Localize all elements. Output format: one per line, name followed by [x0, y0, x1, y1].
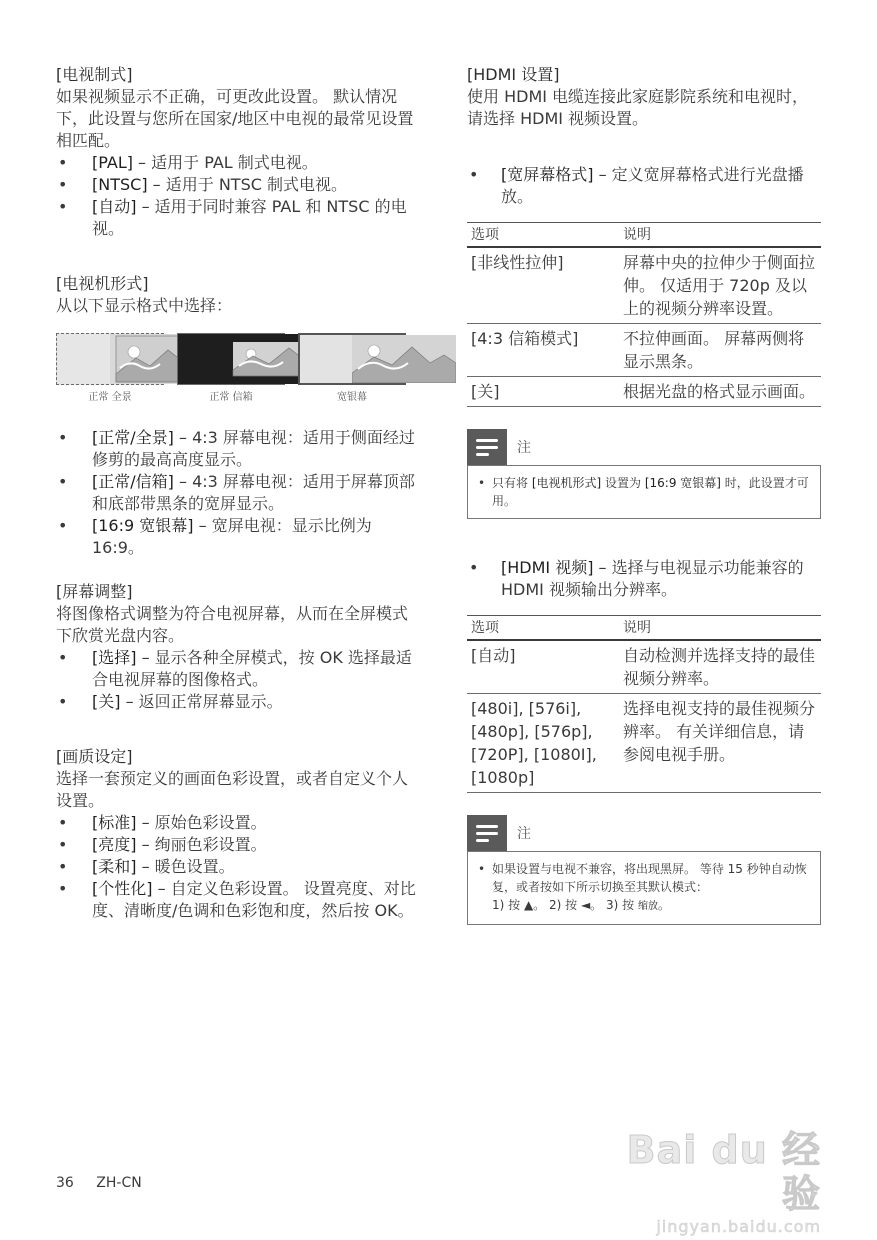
list-item: • [正常/全景] – 4:3 屏幕电视：适用于侧面经过修剪的最高高度显示。: [56, 427, 416, 471]
tv-shape-desc: 从以下显示格式中选择：: [56, 296, 233, 315]
table-row: [480i], [576i], [480p], [576p], [720P], [1080I], [1080p] 选择电视支持的最佳视频分辨率。 有关详细信息，请参阅电视手册。: [467, 694, 821, 793]
note-box: [467, 815, 821, 925]
tv-shape-heading: [电视机形式]: [56, 274, 149, 293]
hdmi-heading: [HDMI 设置]: [467, 65, 560, 84]
table-header-desc: 说明: [619, 223, 821, 248]
page-footer: [56, 1175, 142, 1191]
table-row: [自动] 自动检测并选择支持的最佳视频分辨率。: [467, 640, 821, 694]
hdmi-desc: 使用 HDMI 电缆连接此家庭影院系统和电视时，请选择 HDMI 视频设置。: [467, 87, 809, 128]
table-header-desc: 说明: [619, 616, 821, 641]
list-item: • [自动] – 适用于同时兼容 PAL 和 NTSC 的电视。: [56, 196, 416, 240]
landscape-image-icon: [352, 335, 456, 383]
note-icon: [467, 429, 507, 465]
note-text: • 只有将 [电视机形式] 设置为 [16:9 宽银幕] 时，此设置才可用。: [478, 474, 810, 510]
left-column: [56, 64, 416, 922]
list-item: • [PAL] – 适用于 PAL 制式电视。: [56, 152, 416, 174]
list-item: • [标准] – 原始色彩设置。: [56, 812, 416, 834]
right-column: [467, 64, 823, 925]
page-number: 36: [56, 1175, 74, 1191]
list-item: • [柔和] – 暖色设置。: [56, 856, 416, 878]
list-item: • [亮度] – 绚丽色彩设置。: [56, 834, 416, 856]
list-item: • [宽屏幕格式] – 定义宽屏幕格式进行光盘播放。: [467, 164, 823, 208]
note-text: • 如果设置与电视不兼容，将出现黑屏。 等待 15 秒钟自动恢复，或者按如下所示切换至其默认模式： 1) 按 ▲。 2) 按 ◄。 3) 按 缩放。: [478, 860, 810, 916]
tv-system-heading: [电视制式]: [56, 65, 133, 84]
screen-fit-list: [56, 647, 416, 713]
picture-heading: [画质设定]: [56, 747, 133, 766]
list-item: • [关] – 返回正常屏幕显示。: [56, 691, 416, 713]
picture-desc: 选择一套预定义的画面色彩设置，或者自定义个人设置。: [56, 769, 409, 810]
list-item: • [16:9 宽银幕] – 宽屏电视：显示比例为 16:9。: [56, 515, 416, 559]
baidu-watermark-logo: [621, 1128, 821, 1236]
screen-fit-heading: [屏幕调整]: [56, 582, 133, 601]
caption: 宽银幕: [337, 392, 367, 403]
caption: 正常 全景: [88, 392, 132, 403]
tv-system-list: [56, 152, 416, 240]
note-title: 注: [517, 440, 531, 456]
table-row: [非线性拉伸] 屏幕中央的拉伸少于侧面拉伸。 仅适用于 720p 及以上的视频分辨率设置。: [467, 247, 821, 324]
hdmi-video-table: [467, 615, 821, 793]
note-title: 注: [517, 826, 531, 842]
tv-system-desc: 如果视频显示不正确，可更改此设置。 默认情况下，此设置与您所在国家/地区中电视的最常见设置相匹配。: [56, 87, 414, 150]
watermark-line1: Bai du 经验: [626, 1128, 821, 1216]
screen-fit-desc: 将图像格式调整为符合电视屏幕，从而在全屏模式下欣赏光盘内容。: [56, 604, 409, 645]
caption: 正常 信箱: [209, 392, 253, 403]
watermark-line2: jingyan.baidu.com: [656, 1217, 821, 1236]
list-item: • [HDMI 视频] – 选择与电视显示功能兼容的 HDMI 视频输出分辨率。: [467, 557, 823, 601]
hdmi-video-list: [467, 557, 823, 601]
language-code: ZH-CN: [96, 1175, 142, 1191]
list-item: • [个性化] – 自定义色彩设置。 设置亮度、对比度、清晰度/色调和色彩饱和度，然后按 OK。: [56, 878, 416, 922]
letterbox-illustration: [177, 333, 285, 405]
tv-shape-list: [56, 427, 416, 559]
tv-format-illustrations: [56, 333, 406, 405]
pan-scan-illustration: [56, 333, 164, 405]
note-icon: [467, 815, 507, 851]
note-box: [467, 429, 821, 519]
widescreen-illustration: [298, 333, 406, 405]
list-item: • [正常/信箱] – 4:3 屏幕电视：适用于屏幕顶部和底部带黑条的宽屏显示。: [56, 471, 416, 515]
table-header-option: 选项: [467, 223, 619, 248]
list-item: • [NTSC] – 适用于 NTSC 制式电视。: [56, 174, 416, 196]
list-item: • [选择] – 显示各种全屏模式，按 OK 选择最适合电视屏幕的图像格式。: [56, 647, 416, 691]
table-row: [4:3 信箱模式] 不拉伸画面。 屏幕两侧将显示黑条。: [467, 324, 821, 377]
widescreen-table: [467, 222, 821, 407]
table-header-option: 选项: [467, 616, 619, 641]
table-row: [关] 根据光盘的格式显示画面。: [467, 377, 821, 407]
picture-list: [56, 812, 416, 922]
widescreen-list: [467, 164, 823, 208]
